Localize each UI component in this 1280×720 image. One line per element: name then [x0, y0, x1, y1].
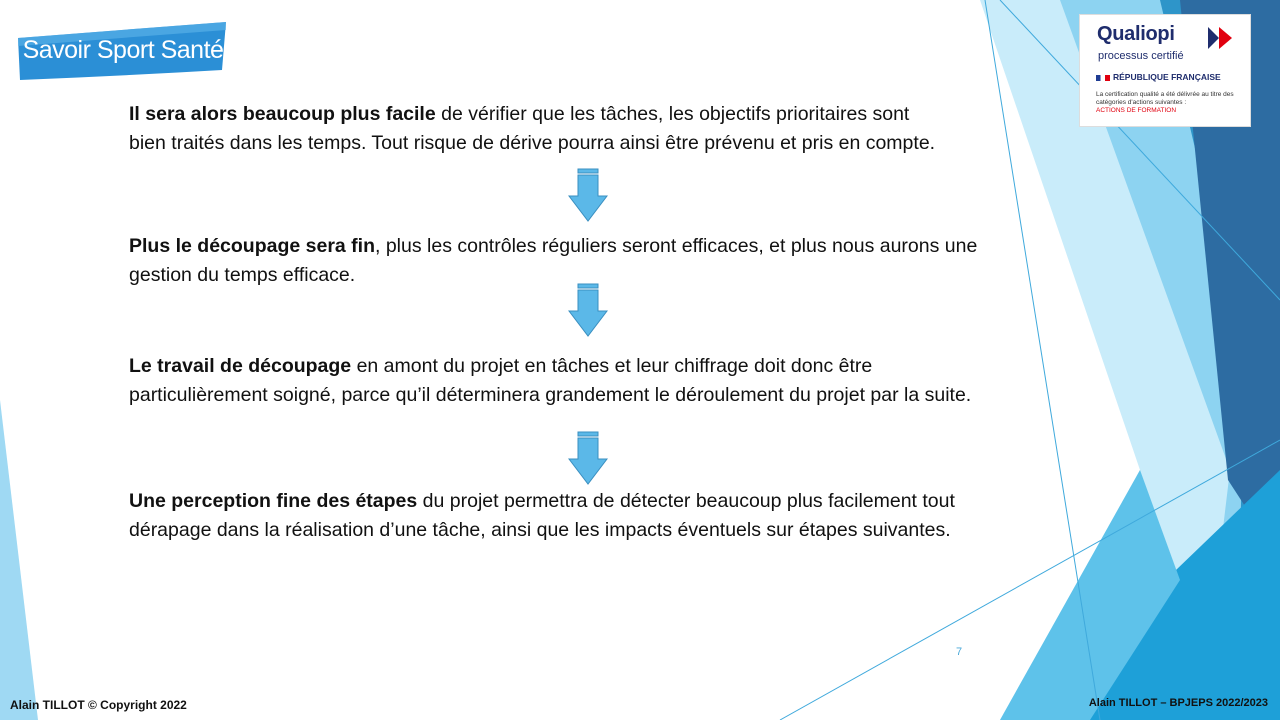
down-arrow-icon	[568, 283, 608, 337]
paragraph-1-bold: Il sera alors beaucoup plus facile	[129, 103, 436, 125]
qualiopi-subtitle: processus certifié	[1098, 50, 1184, 62]
qualiopi-action-text: ACTIONS DE FORMATION	[1096, 107, 1177, 114]
paragraph-3-line2: particulièrement soigné, parce qu’il déterminera grandement le déroulement du projet par la suite.	[129, 384, 972, 406]
footer-copyright: Alain TILLOT © Copyright 2022	[10, 698, 187, 712]
paragraph-2-line1: , plus les contrôles réguliers seront efficaces, et plus nous aurons une	[375, 235, 978, 257]
paragraph-2-bold: Plus le découpage sera fin	[129, 235, 375, 257]
paragraph-4	[129, 487, 1109, 545]
paragraph-3-bold: Le travail de découpage	[129, 355, 352, 377]
paragraph-1-line2: bien traités dans les temps. Tout risque de dérive pourra ainsi être prévenu et pris en compte.	[129, 132, 936, 154]
republique-text: RÉPUBLIQUE FRANÇAISE	[1113, 72, 1221, 82]
footer-course: Alain TILLOT – BPJEPS 2022/2023	[1088, 697, 1268, 709]
qualiopi-brand: Qualiopi	[1097, 23, 1175, 45]
french-flag-icon	[1096, 75, 1110, 81]
qualiopi-chevron-icon	[1208, 27, 1234, 49]
savoir-sport-sante-logo	[18, 22, 228, 80]
paragraph-3	[129, 352, 1109, 410]
qualiopi-note-text: La certification qualité a été délivrée au titre des catégories d'actions suivantes :	[1096, 91, 1234, 106]
paragraph-3-line1: en amont du projet en tâches et leur chiffrage doit donc être	[351, 355, 873, 377]
paragraph-4-bold: Une perception fine des étapes	[129, 490, 418, 512]
down-arrow-icon	[568, 431, 608, 485]
down-arrow-icon	[568, 168, 608, 222]
left-sliver-shape	[0, 400, 38, 720]
qualiopi-note	[1096, 91, 1248, 115]
paragraph-4-line2: dérapage dans la réalisation d’une tâche, ainsi que les impacts éventuels sur étapes suivantes.	[129, 519, 951, 541]
page-number: 7	[956, 646, 963, 658]
paragraph-1	[129, 100, 1109, 158]
paragraph-1-line1: de vérifier que les tâches, les objectifs prioritaires sont	[435, 103, 910, 125]
paragraph-2	[129, 232, 1109, 290]
paragraph-4-line1: du projet permettra de détecter beaucoup plus facilement tout	[417, 490, 955, 512]
paragraph-2-line2: gestion du temps efficace.	[129, 264, 356, 286]
republique-francaise-label	[1096, 72, 1221, 82]
logo-text: Savoir Sport Santé	[22, 36, 224, 64]
